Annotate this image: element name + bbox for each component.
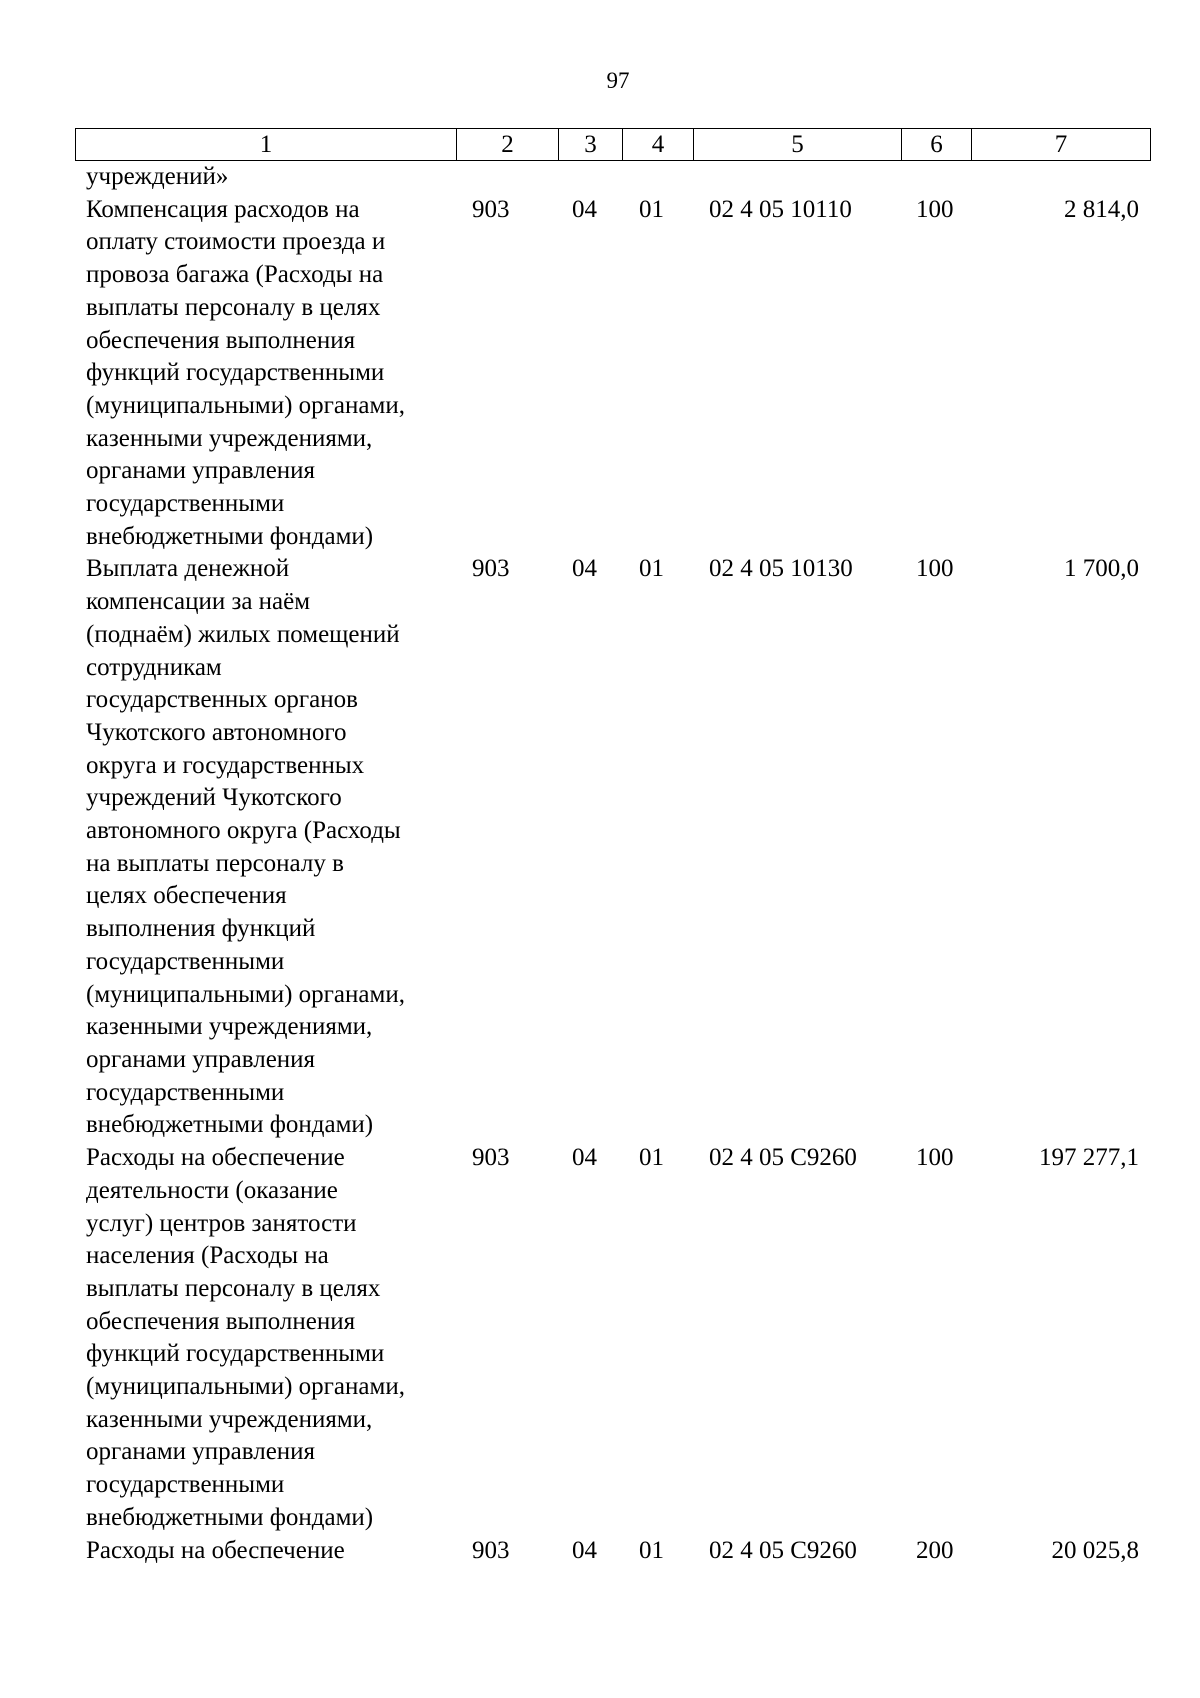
text-line: (муниципальными) органами, (86, 1373, 405, 1401)
text-line: деятельности (оказание (86, 1176, 338, 1204)
text-line: Выплата денежной (86, 555, 290, 583)
subsection-code: 01 (639, 555, 664, 583)
text-line: внебюджетными фондами) (86, 522, 374, 550)
ministry-code: 903 (472, 195, 510, 223)
section-code: 04 (572, 555, 597, 583)
text-line: (поднаём) жилых помещений (86, 620, 400, 648)
text-line: услуг) центров занятости (86, 1209, 357, 1237)
text-line: автономного округа (Расходы (86, 817, 401, 845)
column-header-3: 3 (559, 129, 623, 161)
text-line: выплаты персоналу в целях (86, 293, 381, 321)
text-line: государственными (86, 1471, 285, 1499)
amount-value: 1 700,0 (1064, 555, 1139, 583)
text-line: органами управления (86, 1438, 316, 1466)
text-line: провоза багажа (Расходы на (86, 261, 384, 289)
text-line: казенными учреждениями, (86, 424, 373, 452)
text-line: учреждений Чукотского (86, 784, 342, 812)
continuation-text (86, 161, 441, 194)
text-line: Расходы на обеспечение (86, 1536, 345, 1564)
text-line: учреждений» (86, 163, 229, 190)
text-line: государственными (86, 1078, 285, 1106)
text-line: органами управления (86, 1045, 316, 1073)
text-line: обеспечения выполнения (86, 326, 356, 354)
amount-value: 20 025,8 (1051, 1536, 1139, 1564)
column-header-1: 1 (76, 129, 457, 161)
text-line: (муниципальными) органами, (86, 980, 405, 1008)
continuation-row (75, 161, 1150, 194)
expense-type-code: 100 (916, 195, 954, 223)
text-line: внебюджетными фондами) (86, 1111, 374, 1139)
column-header-2: 2 (457, 129, 559, 161)
text-line: казенными учреждениями, (86, 1405, 373, 1433)
section-code: 04 (572, 1536, 597, 1564)
ministry-code: 903 (472, 1144, 510, 1172)
subsection-code: 01 (639, 195, 664, 223)
expense-type-code: 100 (916, 555, 954, 583)
text-line: органами управления (86, 457, 316, 485)
column-header-6: 6 (902, 129, 972, 161)
column-header-4: 4 (623, 129, 694, 161)
text-line: Компенсация расходов на (86, 195, 360, 223)
text-line: государственными (86, 947, 285, 975)
column-header-table (75, 128, 1151, 161)
target-article-code: 02 4 05 С9260 (709, 1536, 857, 1564)
table-body (75, 161, 1150, 1567)
text-line: функций государственными (86, 359, 385, 387)
text-line: внебюджетными фондами) (86, 1503, 374, 1531)
text-line: на выплаты персоналу в (86, 849, 344, 877)
amount-value: 197 277,1 (1039, 1144, 1139, 1172)
column-header-row (76, 129, 1151, 161)
target-article-code: 02 4 05 10130 (709, 555, 853, 583)
section-code: 04 (572, 195, 597, 223)
text-line: государственными (86, 490, 285, 518)
rows-container (75, 194, 1150, 1568)
text-line: Чукотского автономного (86, 718, 347, 746)
ministry-code: 903 (472, 1536, 510, 1564)
subsection-code: 01 (639, 1536, 664, 1564)
text-line: компенсации за наём (86, 588, 311, 616)
ministry-code: 903 (472, 555, 510, 583)
amount-value: 2 814,0 (1064, 195, 1139, 223)
text-line: населения (Расходы на (86, 1242, 329, 1270)
table-row (75, 194, 1150, 554)
target-article-code: 02 4 05 10110 (709, 195, 852, 223)
column-header-7: 7 (972, 129, 1151, 161)
text-line: казенными учреждениями, (86, 1013, 373, 1041)
expense-type-code: 100 (916, 1144, 954, 1172)
row-description (86, 1535, 441, 1568)
table-row (75, 1142, 1150, 1534)
text-line: государственных органов (86, 686, 358, 714)
text-line: оплату стоимости проезда и (86, 228, 386, 256)
section-code: 04 (572, 1144, 597, 1172)
row-description (86, 194, 441, 554)
expense-type-code: 200 (916, 1536, 954, 1564)
target-article-code: 02 4 05 С9260 (709, 1144, 857, 1172)
page-number: 97 (606, 68, 630, 93)
text-line: сотрудникам (86, 653, 222, 681)
table-row (75, 1535, 1150, 1568)
text-line: Расходы на обеспечение (86, 1144, 345, 1172)
text-line: выполнения функций (86, 915, 316, 943)
row-description (86, 553, 441, 1142)
text-line: (муниципальными) органами, (86, 391, 405, 419)
subsection-code: 01 (639, 1144, 664, 1172)
table-row (75, 553, 1150, 1142)
text-line: функций государственными (86, 1340, 385, 1368)
text-line: округа и государственных (86, 751, 365, 779)
text-line: выплаты персоналу в целях (86, 1274, 381, 1302)
row-description (86, 1142, 441, 1534)
column-header-5: 5 (694, 129, 902, 161)
text-line: целях обеспечения (86, 882, 287, 910)
text-line: обеспечения выполнения (86, 1307, 356, 1335)
